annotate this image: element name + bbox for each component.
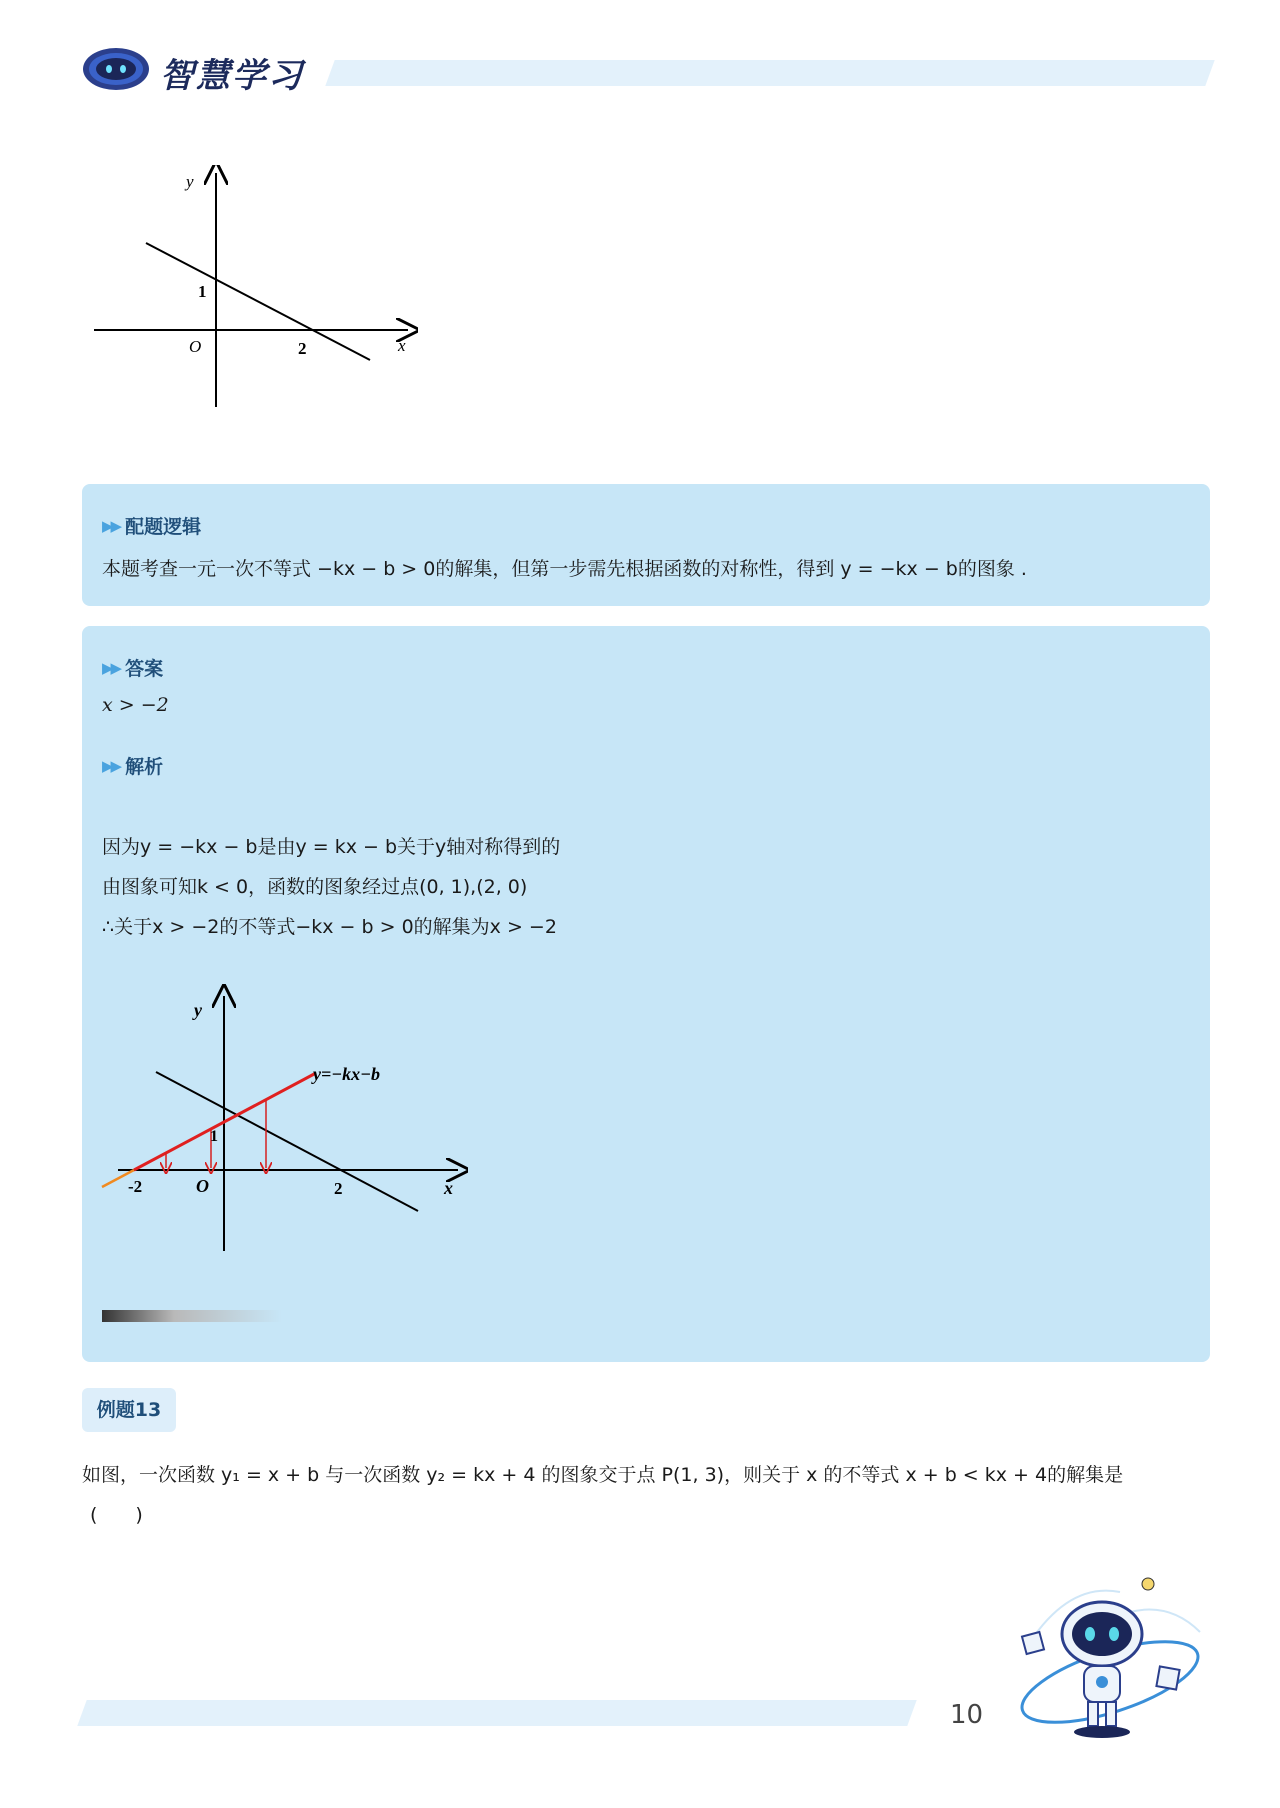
y-intercept-label: 1 [198,282,207,301]
analysis-title: ▶▶ 解析 [102,756,164,778]
analysis-line-3: ∴关于x > −2的不等式−kx − b > 0的解集为x > −2 [102,916,557,938]
origin-label: O [189,337,202,356]
page-number: 10 [950,1700,984,1730]
logic-box [82,484,1210,606]
x-intercept-label: 2 [298,339,307,358]
neg-two-label: -2 [128,1177,143,1196]
blurred-watermark [102,1310,282,1322]
logo-robot-icon [82,46,150,92]
analysis-line-2: 由图象可知k < 0，函数的图象经过点(0, 1),(2, 0) [102,876,528,898]
header-decor-bar [325,60,1214,86]
question-text: 如图，一次函数 y₁ = x + b 与一次函数 y₂ = kx + 4 的图象交于点 P(1, 3)，则关于 x 的不等式 x + b < kx + 4的解集是 [82,1464,1124,1486]
double-arrow-icon: ▶▶ [102,756,120,775]
line-label: y=−kx−b [313,1064,381,1084]
answer-title: ▶▶ 答案 [102,658,164,680]
figure-1-graph [88,165,418,415]
one-label: 1 [210,1128,218,1145]
logic-title: ▶▶ 配题逻辑 [102,516,202,538]
example-question [82,1455,1212,1535]
footer-decor-bar [77,1700,916,1726]
robot-mascot-icon [1010,1572,1210,1742]
figure-2-graph [98,976,468,1256]
answer-box [82,626,1210,1362]
double-arrow-icon: ▶▶ [102,516,120,535]
answer-value: x > −2 [102,694,169,716]
two-label: 2 [334,1179,343,1198]
double-arrow-icon: ▶▶ [102,658,120,677]
logic-text: 本题考查一元一次不等式 −kx − b > 0的解集，但第一步需先根据函数的对称性，得到 y = −kx − b的图象 . [102,558,1027,580]
y-axis-label: y [194,1000,202,1020]
y-axis-label: y [186,172,194,191]
origin-label: O [196,1176,209,1196]
analysis-line-1: 因为y = −kx − b是由y = kx − b关于y轴对称得到的 [102,836,561,858]
x-axis-label: x [444,1178,453,1198]
example-tag: 例题13 [82,1388,176,1432]
function-line [146,243,370,360]
x-axis-label: x [398,336,406,355]
answer-blank: ( ) [90,1504,143,1526]
header-title: 智慧学习 [160,56,304,96]
